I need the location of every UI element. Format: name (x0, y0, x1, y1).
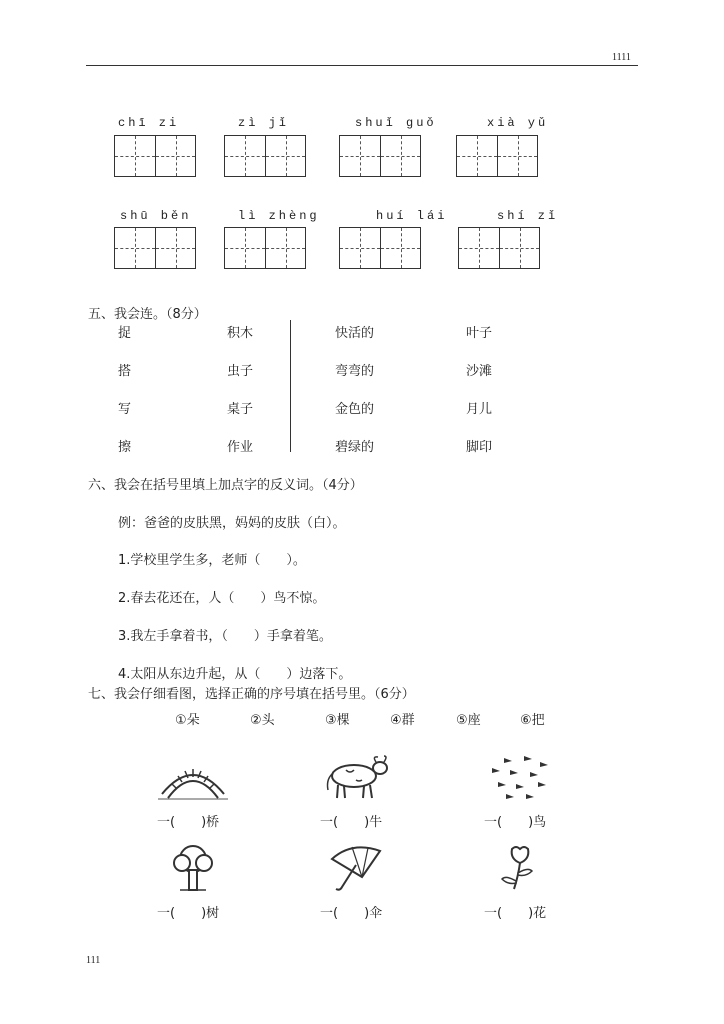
match-word[interactable]: 叶子 (466, 326, 493, 341)
match-word[interactable]: 月儿 (466, 402, 493, 417)
measure-word-blank[interactable]: 一( )花 (484, 906, 547, 921)
measure-word-blank[interactable]: 一( )桥 (157, 815, 220, 830)
match-word[interactable]: 碧绿的 (335, 440, 375, 455)
header-rule (86, 65, 638, 66)
option-label: ①朵 (175, 713, 200, 728)
writing-grid[interactable] (339, 227, 421, 269)
question-item[interactable]: 3.我左手拿着书，（ ）手拿着笔。 (118, 629, 332, 644)
measure-word-blank[interactable]: 一( )鸟 (484, 815, 547, 830)
match-word[interactable]: 搭 (118, 364, 132, 379)
match-word[interactable]: 快活的 (335, 326, 375, 341)
match-word[interactable]: 作业 (227, 440, 254, 455)
measure-word-blank[interactable]: 一( )树 (157, 906, 220, 921)
pinyin-label: xià yǔ (487, 116, 549, 130)
option-label: ②头 (250, 713, 275, 728)
match-word[interactable]: 写 (118, 402, 132, 417)
bridge-icon (158, 752, 228, 802)
example-sentence: 例：爸爸的皮肤黑，妈妈的皮肤（白）。 (118, 516, 346, 531)
section7-title: 七、我会仔细看图，选择正确的序号填在括号里。（6分） (88, 687, 415, 702)
writing-grid[interactable] (114, 227, 196, 269)
section5-title: 五、我会连。（8分） (88, 307, 207, 322)
match-word[interactable]: 桌子 (227, 402, 254, 417)
writing-grid[interactable] (224, 135, 306, 177)
measure-word-blank[interactable]: 一( )伞 (320, 906, 383, 921)
match-word[interactable]: 沙滩 (466, 364, 493, 379)
tree-icon (158, 843, 228, 893)
match-word[interactable]: 虫子 (227, 364, 254, 379)
match-word[interactable]: 积木 (227, 326, 254, 341)
pinyin-label: shū běn (120, 209, 192, 223)
pinyin-label: shí zǐ (497, 209, 559, 223)
writing-grid[interactable] (339, 135, 421, 177)
match-word[interactable]: 金色的 (335, 402, 375, 417)
question-item[interactable]: 2.春去花还在，人（ ）鸟不惊。 (118, 591, 326, 606)
pinyin-label: zì jǐ (238, 116, 290, 130)
pinyin-label: chī zi (118, 116, 180, 130)
section6-title: 六、我会在括号里填上加点字的反义词。（4分） (88, 478, 363, 493)
column-divider (290, 320, 291, 452)
birds-icon (484, 752, 554, 802)
option-label: ③棵 (325, 713, 350, 728)
footer-page-number: 111 (86, 955, 101, 966)
measure-word-blank[interactable]: 一( )牛 (320, 815, 383, 830)
option-label: ④群 (390, 713, 415, 728)
option-label: ⑤座 (456, 713, 481, 728)
match-word[interactable]: 捉 (118, 326, 132, 341)
writing-grid[interactable] (458, 227, 540, 269)
umbrella-icon (322, 843, 392, 893)
question-item[interactable]: 1.学校里学生多，老师（ ）。 (118, 553, 306, 568)
header-page-number: 1111 (612, 52, 631, 63)
match-word[interactable]: 弯弯的 (335, 364, 375, 379)
cow-icon (322, 752, 392, 802)
flower-icon (484, 843, 554, 893)
match-word[interactable]: 脚印 (466, 440, 493, 455)
match-word[interactable]: 擦 (118, 440, 132, 455)
pinyin-label: lì zhèng (238, 209, 320, 223)
writing-grid[interactable] (114, 135, 196, 177)
pinyin-label: shuǐ guǒ (355, 116, 437, 130)
writing-grid[interactable] (224, 227, 306, 269)
writing-grid[interactable] (456, 135, 538, 177)
question-item[interactable]: 4.太阳从东边升起，从（ ）边落下。 (118, 667, 352, 682)
pinyin-label: huí lái (376, 209, 448, 223)
option-label: ⑥把 (520, 713, 545, 728)
